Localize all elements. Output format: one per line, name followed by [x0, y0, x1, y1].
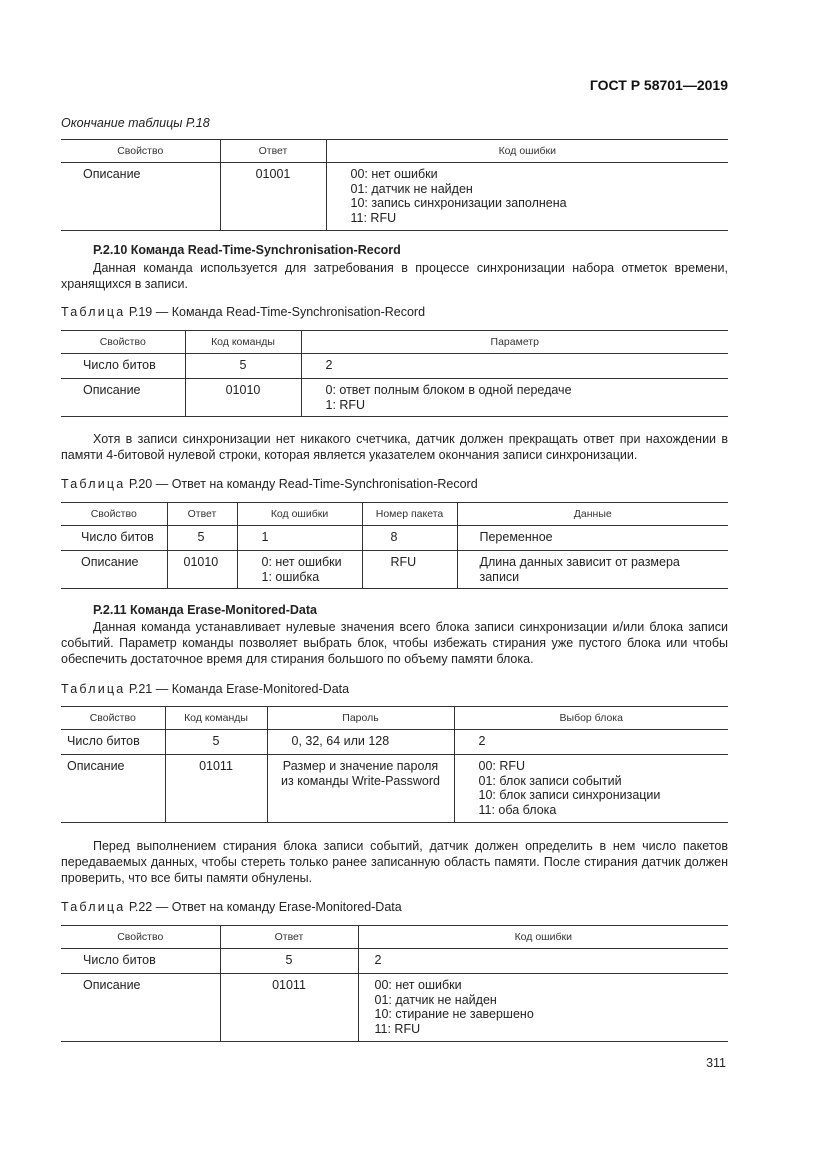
error-code: 01: датчик не найден: [350, 181, 473, 196]
column-header: Пароль: [267, 707, 454, 730]
error-code-cell: [326, 163, 728, 231]
answer-cell: 01001: [220, 163, 326, 231]
caption-word: Таблица: [61, 682, 126, 696]
column-header: Данные: [457, 503, 728, 526]
error-code: 00: нет ошибки: [350, 167, 438, 181]
column-header: Выбор блока: [454, 707, 728, 730]
parameter-cell: 2: [301, 354, 728, 379]
error-code-cell: [358, 974, 728, 1042]
column-header: Свойство: [61, 503, 167, 526]
error-code: 11: RFU: [374, 1021, 421, 1036]
answer-cell: 5: [220, 949, 358, 974]
table-22: [61, 925, 728, 1042]
table-header-row: [61, 926, 728, 949]
error-code: 00: нет ошибки: [374, 978, 462, 992]
error-code: 10: стирание не завершено: [374, 1007, 534, 1021]
command-code-cell: 01011: [165, 755, 267, 823]
table-row: [61, 974, 728, 1042]
column-header: Свойство: [61, 707, 165, 730]
data-cell: Переменное: [457, 526, 728, 551]
error-code: 01: датчик не найден: [374, 992, 497, 1007]
error-code: 10: запись синхронизации заполнена: [350, 196, 567, 210]
parameter-cell: [301, 379, 728, 417]
block-select-cell: [454, 755, 728, 823]
paragraph-text: Данная команда используется для затребования в процессе синхронизации набора отметок времени, хранящихся в записи.: [61, 261, 728, 291]
table-row: [61, 354, 728, 379]
column-header: Параметр: [301, 331, 728, 354]
data-cell: Длина данных зависит от размера записи: [457, 551, 728, 589]
column-header: Код ошибки: [326, 140, 728, 163]
command-code-cell: 01010: [185, 379, 301, 417]
table-19: [61, 330, 728, 417]
column-header: Ответ: [220, 926, 358, 949]
paragraph-text: Перед выполнением стирания блока записи событий, датчик должен определить в нем число пакетов передаваемых данных, чтобы стереть только ранее записанную область памяти. После стирания датчик должен проверить, что все биты памяти обнулены.: [61, 839, 728, 885]
paragraph-2-11: [61, 619, 728, 667]
row-label: Описание: [61, 974, 220, 1042]
section-heading-2-10: Р.2.10 Команда Read-Time-Synchronisation-Record: [93, 243, 401, 257]
row-label: Описание: [61, 755, 165, 823]
error-code-cell: [237, 551, 362, 589]
document-id: ГОСТ Р 58701—2019: [589, 77, 728, 93]
caption-word: Таблица: [61, 477, 126, 491]
row-label: Описание: [61, 163, 220, 231]
answer-cell: 01011: [220, 974, 358, 1042]
packet-number-cell: 8: [362, 526, 457, 551]
packet-number-cell: RFU: [362, 551, 457, 589]
column-header: Код ошибки: [358, 926, 728, 949]
column-header: Код команды: [165, 707, 267, 730]
table-header-row: [61, 707, 728, 730]
table-row: [61, 379, 728, 417]
table-19-caption: [61, 305, 425, 319]
page-number: 311: [706, 1056, 726, 1070]
table-row: [61, 526, 728, 551]
column-header: Свойство: [61, 331, 185, 354]
section-heading-2-11: Р.2.11 Команда Erase-Monitored-Data: [93, 603, 317, 617]
error-code: 11: RFU: [350, 210, 397, 225]
parameter-value: 1: RFU: [325, 397, 366, 412]
block-option: 10: блок записи синхронизации: [478, 788, 661, 802]
table-18: [61, 139, 728, 231]
row-label: Число битов: [61, 730, 165, 755]
answer-cell: 01010: [167, 551, 237, 589]
command-code-cell: 5: [185, 354, 301, 379]
table-row: [61, 551, 728, 589]
column-header: Ответ: [167, 503, 237, 526]
table-row: [61, 755, 728, 823]
row-label: Число битов: [61, 526, 167, 551]
row-label: Число битов: [61, 354, 185, 379]
block-option: 00: RFU: [478, 759, 526, 773]
row-label: Описание: [61, 379, 185, 417]
table-21: [61, 706, 728, 823]
table-22-caption: [61, 900, 402, 914]
caption-word: Таблица: [61, 305, 126, 319]
table-21-caption: [61, 682, 349, 696]
answer-cell: 5: [167, 526, 237, 551]
password-cell: [267, 755, 454, 823]
column-header: Ответ: [220, 140, 326, 163]
table-header-row: [61, 140, 728, 163]
paragraph-text: Данная команда устанавливает нулевые значения всего блока записи синхронизации и/или блока записи событий. Параметр команды позволяет выбрать блок, чтобы избежать стирания уже пустого блока или чтобы обеспечить достаточное время для стирания большого по объему памяти блока.: [61, 620, 728, 666]
command-code-cell: 5: [165, 730, 267, 755]
row-label: Число битов: [61, 949, 220, 974]
error-code-cell: 2: [358, 949, 728, 974]
column-header: Код команды: [185, 331, 301, 354]
table-row: [61, 949, 728, 974]
error-code: 1: ошибка: [261, 569, 320, 584]
error-code-cell: 1: [237, 526, 362, 551]
password-cell: 0, 32, 64 или 128: [267, 730, 454, 755]
column-header: Номер пакета: [362, 503, 457, 526]
error-code: 0: нет ошибки: [261, 555, 342, 569]
block-select-cell: 2: [454, 730, 728, 755]
caption-word: Таблица: [61, 900, 126, 914]
caption-text: Р.19 — Команда Read-Time-Synchronisation-Record: [128, 305, 426, 319]
caption-text: Р.21 — Команда Erase-Monitored-Data: [128, 682, 350, 696]
column-header: Свойство: [61, 926, 220, 949]
caption-text: Р.20 — Ответ на команду Read-Time-Synchronisation-Record: [128, 477, 478, 491]
column-header: Свойство: [61, 140, 220, 163]
table-row: [61, 163, 728, 231]
column-header: Код ошибки: [237, 503, 362, 526]
table-20: [61, 502, 728, 589]
block-option: 11: оба блока: [478, 802, 557, 817]
table-header-row: [61, 503, 728, 526]
paragraph-text: Хотя в записи синхронизации нет никакого счетчика, датчик должен прекращать ответ при нахождении в памяти 4-битовой нулевой строки, которая является указателем окончания записи синхронизации.: [61, 432, 728, 462]
table-20-caption: [61, 477, 478, 491]
table-18-caption: Окончание таблицы Р.18: [61, 116, 210, 130]
password-text: Размер и значение пароля: [282, 759, 439, 773]
paragraph-counter: [61, 431, 728, 463]
table-header-row: [61, 331, 728, 354]
parameter-value: 0: ответ полным блоком в одной передаче: [325, 383, 572, 397]
password-text: из команды Write-Password: [281, 773, 440, 788]
paragraph-erase: [61, 838, 728, 886]
paragraph-2-10: [61, 260, 728, 292]
caption-text: Р.22 — Ответ на команду Erase-Monitored-Data: [128, 900, 402, 914]
block-option: 01: блок записи событий: [478, 773, 622, 788]
table-row: [61, 730, 728, 755]
row-label: Описание: [61, 551, 167, 589]
